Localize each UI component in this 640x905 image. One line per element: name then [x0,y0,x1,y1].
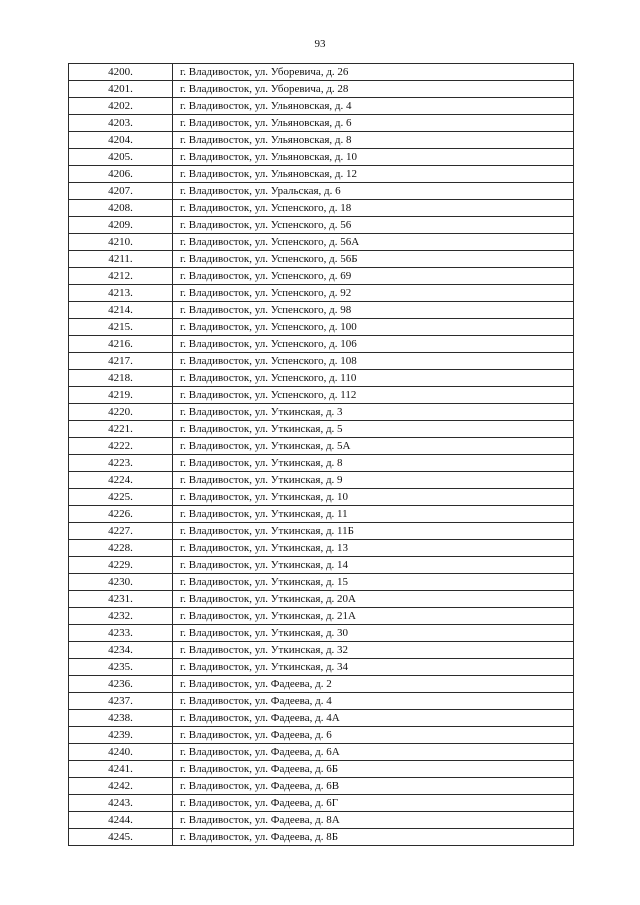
table-row [69,591,574,608]
table-row [69,421,574,438]
table-row [69,387,574,404]
row-address: г. Владивосток, ул. Фадеева, д. 6Г [173,795,574,812]
table-row [69,81,574,98]
row-number: 4214. [69,302,173,319]
row-address: г. Владивосток, ул. Фадеева, д. 4 [173,693,574,710]
table-row [69,149,574,166]
row-address: г. Владивосток, ул. Уткинская, д. 3 [173,404,574,421]
table-row [69,404,574,421]
table-row [69,353,574,370]
row-address: г. Владивосток, ул. Успенского, д. 112 [173,387,574,404]
row-number: 4223. [69,455,173,472]
row-address: г. Владивосток, ул. Уткинская, д. 14 [173,557,574,574]
table-row [69,166,574,183]
table-row [69,744,574,761]
row-number: 4215. [69,319,173,336]
row-number: 4208. [69,200,173,217]
row-address: г. Владивосток, ул. Успенского, д. 110 [173,370,574,387]
table-row [69,659,574,676]
row-number: 4240. [69,744,173,761]
row-address: г. Владивосток, ул. Уткинская, д. 11Б [173,523,574,540]
row-number: 4241. [69,761,173,778]
row-address: г. Владивосток, ул. Фадеева, д. 8А [173,812,574,829]
row-address: г. Владивосток, ул. Уткинская, д. 32 [173,642,574,659]
table-row [69,727,574,744]
row-address: г. Владивосток, ул. Успенского, д. 69 [173,268,574,285]
table-row [69,183,574,200]
row-number: 4213. [69,285,173,302]
row-address: г. Владивосток, ул. Успенского, д. 18 [173,200,574,217]
row-number: 4237. [69,693,173,710]
table-row [69,710,574,727]
row-number: 4206. [69,166,173,183]
table-row [69,574,574,591]
table-row [69,540,574,557]
row-number: 4231. [69,591,173,608]
row-address: г. Владивосток, ул. Уткинская, д. 9 [173,472,574,489]
table-row [69,812,574,829]
row-number: 4233. [69,625,173,642]
row-number: 4242. [69,778,173,795]
row-number: 4210. [69,234,173,251]
row-address: г. Владивосток, ул. Ульяновская, д. 8 [173,132,574,149]
row-address: г. Владивосток, ул. Фадеева, д. 2 [173,676,574,693]
row-address: г. Владивосток, ул. Ульяновская, д. 6 [173,115,574,132]
row-number: 4226. [69,506,173,523]
table-row [69,472,574,489]
row-number: 4204. [69,132,173,149]
row-address: г. Владивосток, ул. Фадеева, д. 6Б [173,761,574,778]
row-number: 4218. [69,370,173,387]
table-row [69,625,574,642]
table-row [69,642,574,659]
table-row [69,489,574,506]
row-address: г. Владивосток, ул. Успенского, д. 106 [173,336,574,353]
row-number: 4219. [69,387,173,404]
row-address: г. Владивосток, ул. Успенского, д. 100 [173,319,574,336]
table-row [69,251,574,268]
row-address: г. Владивосток, ул. Успенского, д. 108 [173,353,574,370]
table-row [69,557,574,574]
table-row [69,98,574,115]
table-row [69,370,574,387]
row-number: 4209. [69,217,173,234]
address-table-body [69,64,574,846]
row-address: г. Владивосток, ул. Фадеева, д. 6В [173,778,574,795]
table-row [69,115,574,132]
row-number: 4200. [69,64,173,81]
row-address: г. Владивосток, ул. Ульяновская, д. 12 [173,166,574,183]
row-number: 4244. [69,812,173,829]
row-number: 4228. [69,540,173,557]
row-address: г. Владивосток, ул. Уткинская, д. 34 [173,659,574,676]
row-address: г. Владивосток, ул. Уткинская, д. 15 [173,574,574,591]
table-row [69,829,574,846]
row-number: 4235. [69,659,173,676]
table-row [69,64,574,81]
table-row [69,778,574,795]
row-number: 4202. [69,98,173,115]
table-row [69,319,574,336]
table-row [69,268,574,285]
table-row [69,608,574,625]
row-address: г. Владивосток, ул. Уткинская, д. 30 [173,625,574,642]
row-number: 4229. [69,557,173,574]
row-address: г. Владивосток, ул. Ульяновская, д. 10 [173,149,574,166]
table-row [69,795,574,812]
table-row [69,676,574,693]
row-address: г. Владивосток, ул. Успенского, д. 98 [173,302,574,319]
row-address: г. Владивосток, ул. Фадеева, д. 6 [173,727,574,744]
row-number: 4225. [69,489,173,506]
row-number: 4217. [69,353,173,370]
address-table [68,63,574,846]
row-number: 4207. [69,183,173,200]
row-number: 4234. [69,642,173,659]
table-row [69,285,574,302]
row-address: г. Владивосток, ул. Уткинская, д. 20А [173,591,574,608]
row-number: 4222. [69,438,173,455]
row-number: 4212. [69,268,173,285]
table-row [69,455,574,472]
row-address: г. Владивосток, ул. Уткинская, д. 21А [173,608,574,625]
table-row [69,336,574,353]
row-address: г. Владивосток, ул. Фадеева, д. 8Б [173,829,574,846]
row-number: 4238. [69,710,173,727]
table-row [69,506,574,523]
row-number: 4201. [69,81,173,98]
row-address: г. Владивосток, ул. Уткинская, д. 10 [173,489,574,506]
row-number: 4224. [69,472,173,489]
row-address: г. Владивосток, ул. Ульяновская, д. 4 [173,98,574,115]
row-number: 4239. [69,727,173,744]
table-row [69,217,574,234]
row-number: 4216. [69,336,173,353]
table-row [69,302,574,319]
table-row [69,234,574,251]
row-number: 4205. [69,149,173,166]
row-address: г. Владивосток, ул. Успенского, д. 56Б [173,251,574,268]
table-row [69,761,574,778]
row-address: г. Владивосток, ул. Уткинская, д. 11 [173,506,574,523]
row-number: 4245. [69,829,173,846]
row-address: г. Владивосток, ул. Уткинская, д. 5А [173,438,574,455]
row-address: г. Владивосток, ул. Успенского, д. 92 [173,285,574,302]
row-address: г. Владивосток, ул. Успенского, д. 56А [173,234,574,251]
row-address: г. Владивосток, ул. Фадеева, д. 6А [173,744,574,761]
row-address: г. Владивосток, ул. Уральская, д. 6 [173,183,574,200]
table-row [69,523,574,540]
row-address: г. Владивосток, ул. Уткинская, д. 8 [173,455,574,472]
row-number: 4220. [69,404,173,421]
row-number: 4243. [69,795,173,812]
row-address: г. Владивосток, ул. Уткинская, д. 5 [173,421,574,438]
table-row [69,438,574,455]
row-number: 4232. [69,608,173,625]
row-address: г. Владивосток, ул. Уборевича, д. 28 [173,81,574,98]
table-row [69,693,574,710]
row-address: г. Владивосток, ул. Фадеева, д. 4А [173,710,574,727]
row-number: 4203. [69,115,173,132]
row-number: 4211. [69,251,173,268]
row-address: г. Владивосток, ул. Уборевича, д. 26 [173,64,574,81]
table-row [69,132,574,149]
table-row [69,200,574,217]
row-address: г. Владивосток, ул. Уткинская, д. 13 [173,540,574,557]
row-number: 4236. [69,676,173,693]
row-address: г. Владивосток, ул. Успенского, д. 56 [173,217,574,234]
row-number: 4230. [69,574,173,591]
row-number: 4221. [69,421,173,438]
row-number: 4227. [69,523,173,540]
page-number: 93 [314,38,326,50]
